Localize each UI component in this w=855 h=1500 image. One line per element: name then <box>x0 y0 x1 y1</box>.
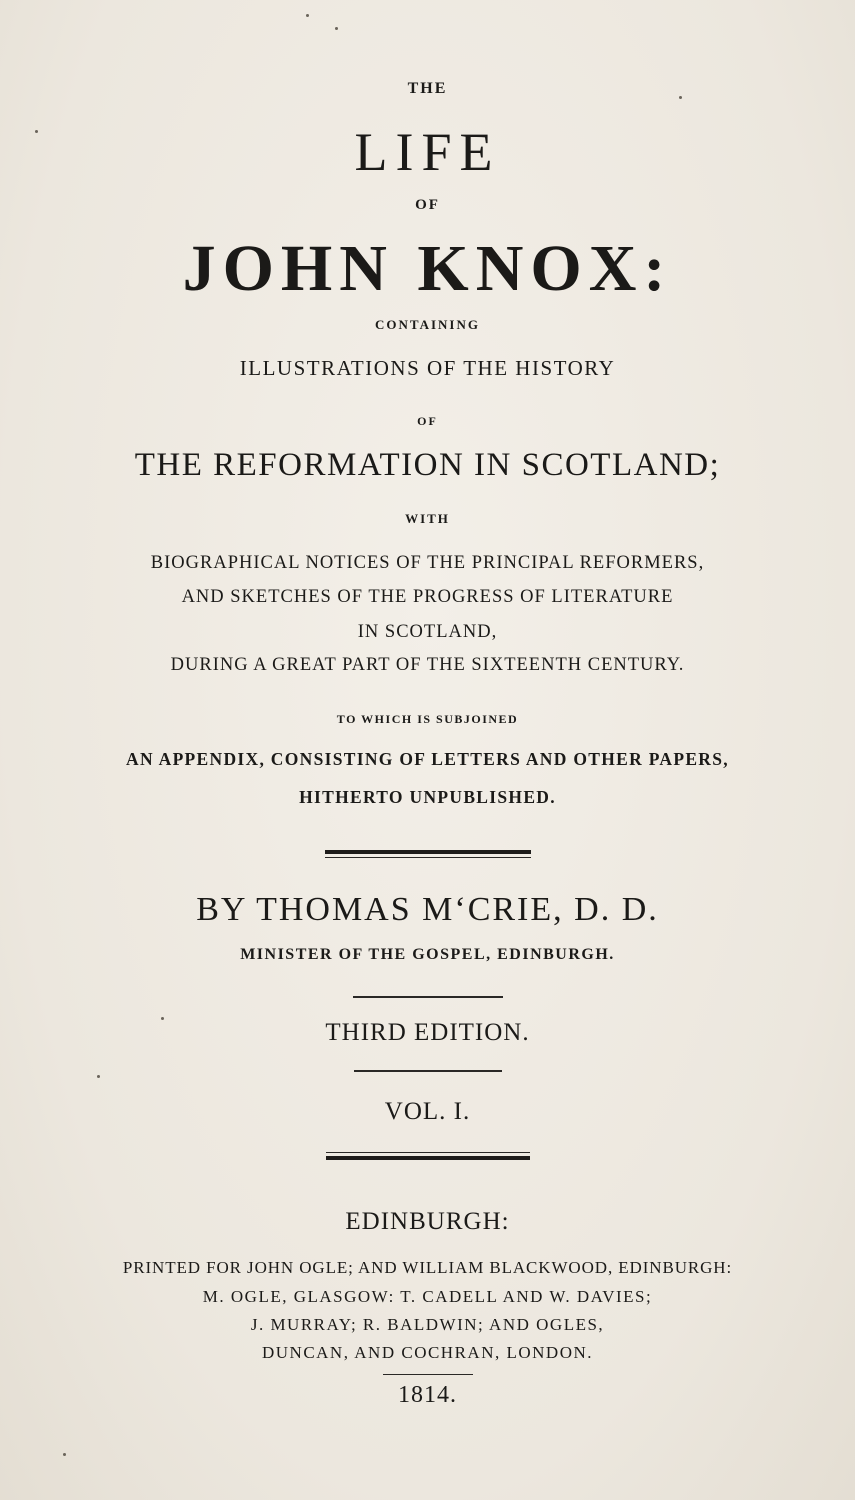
paper-speck <box>335 27 338 30</box>
divider-rule <box>383 1374 473 1375</box>
publication-year: 1814. <box>398 1382 457 1408</box>
title-life: LIFE <box>354 122 501 182</box>
imprint-city: EDINBURGH: <box>345 1208 510 1235</box>
description-line-1: BIOGRAPHICAL NOTICES OF THE PRINCIPAL REFORMERS, <box>150 553 705 573</box>
containing-label: CONTAINING <box>375 317 480 332</box>
description-line-3: IN SCOTLAND, <box>357 622 498 642</box>
author-role: MINISTER OF THE GOSPEL, EDINBURGH. <box>240 946 615 963</box>
description-line-2: AND SKETCHES OF THE PROGRESS OF LITERATURE <box>181 587 674 607</box>
divider-rule <box>325 850 531 858</box>
imprint-line-2: M. OGLE, GLASGOW: T. CADELL AND W. DAVIES; <box>202 1287 653 1306</box>
subjoined-label: TO WHICH IS SUBJOINED <box>336 712 519 726</box>
paper-speck <box>306 14 309 17</box>
description-line-4: DURING A GREAT PART OF THE SIXTEENTH CENTURY. <box>170 655 685 675</box>
paper-speck <box>63 1453 66 1456</box>
divider-rule <box>354 1070 502 1072</box>
title-subject-name: JOHN KNOX: <box>182 232 673 305</box>
imprint-line-1: PRINTED FOR JOHN OGLE; AND WILLIAM BLACKWOOD, EDINBURGH: <box>122 1258 733 1277</box>
subtitle-of: OF <box>417 414 438 428</box>
divider-rule <box>353 996 503 998</box>
imprint-line-3: J. MURRAY; R. BALDWIN; AND OGLES, <box>250 1315 605 1334</box>
edition-label: THIRD EDITION. <box>325 1019 530 1046</box>
author-line: BY THOMAS M‘CRIE, D. D. <box>196 891 659 928</box>
imprint-line-4: DUNCAN, AND COCHRAN, LONDON. <box>261 1343 593 1362</box>
title-the: THE <box>407 80 448 97</box>
with-label: WITH <box>405 511 450 526</box>
appendix-line-2: HITHERTO UNPUBLISHED. <box>299 787 556 807</box>
divider-rule <box>326 1152 530 1160</box>
volume-label: VOL. I. <box>384 1098 471 1125</box>
appendix-line-1: AN APPENDIX, CONSISTING OF LETTERS AND OTHER PAPERS, <box>126 749 729 769</box>
subtitle-reformation: THE REFORMATION IN SCOTLAND; <box>134 447 721 483</box>
title-of: OF <box>415 197 440 213</box>
subtitle-illustrations: ILLUSTRATIONS OF THE HISTORY <box>239 356 616 380</box>
paper-speck <box>97 1075 100 1078</box>
